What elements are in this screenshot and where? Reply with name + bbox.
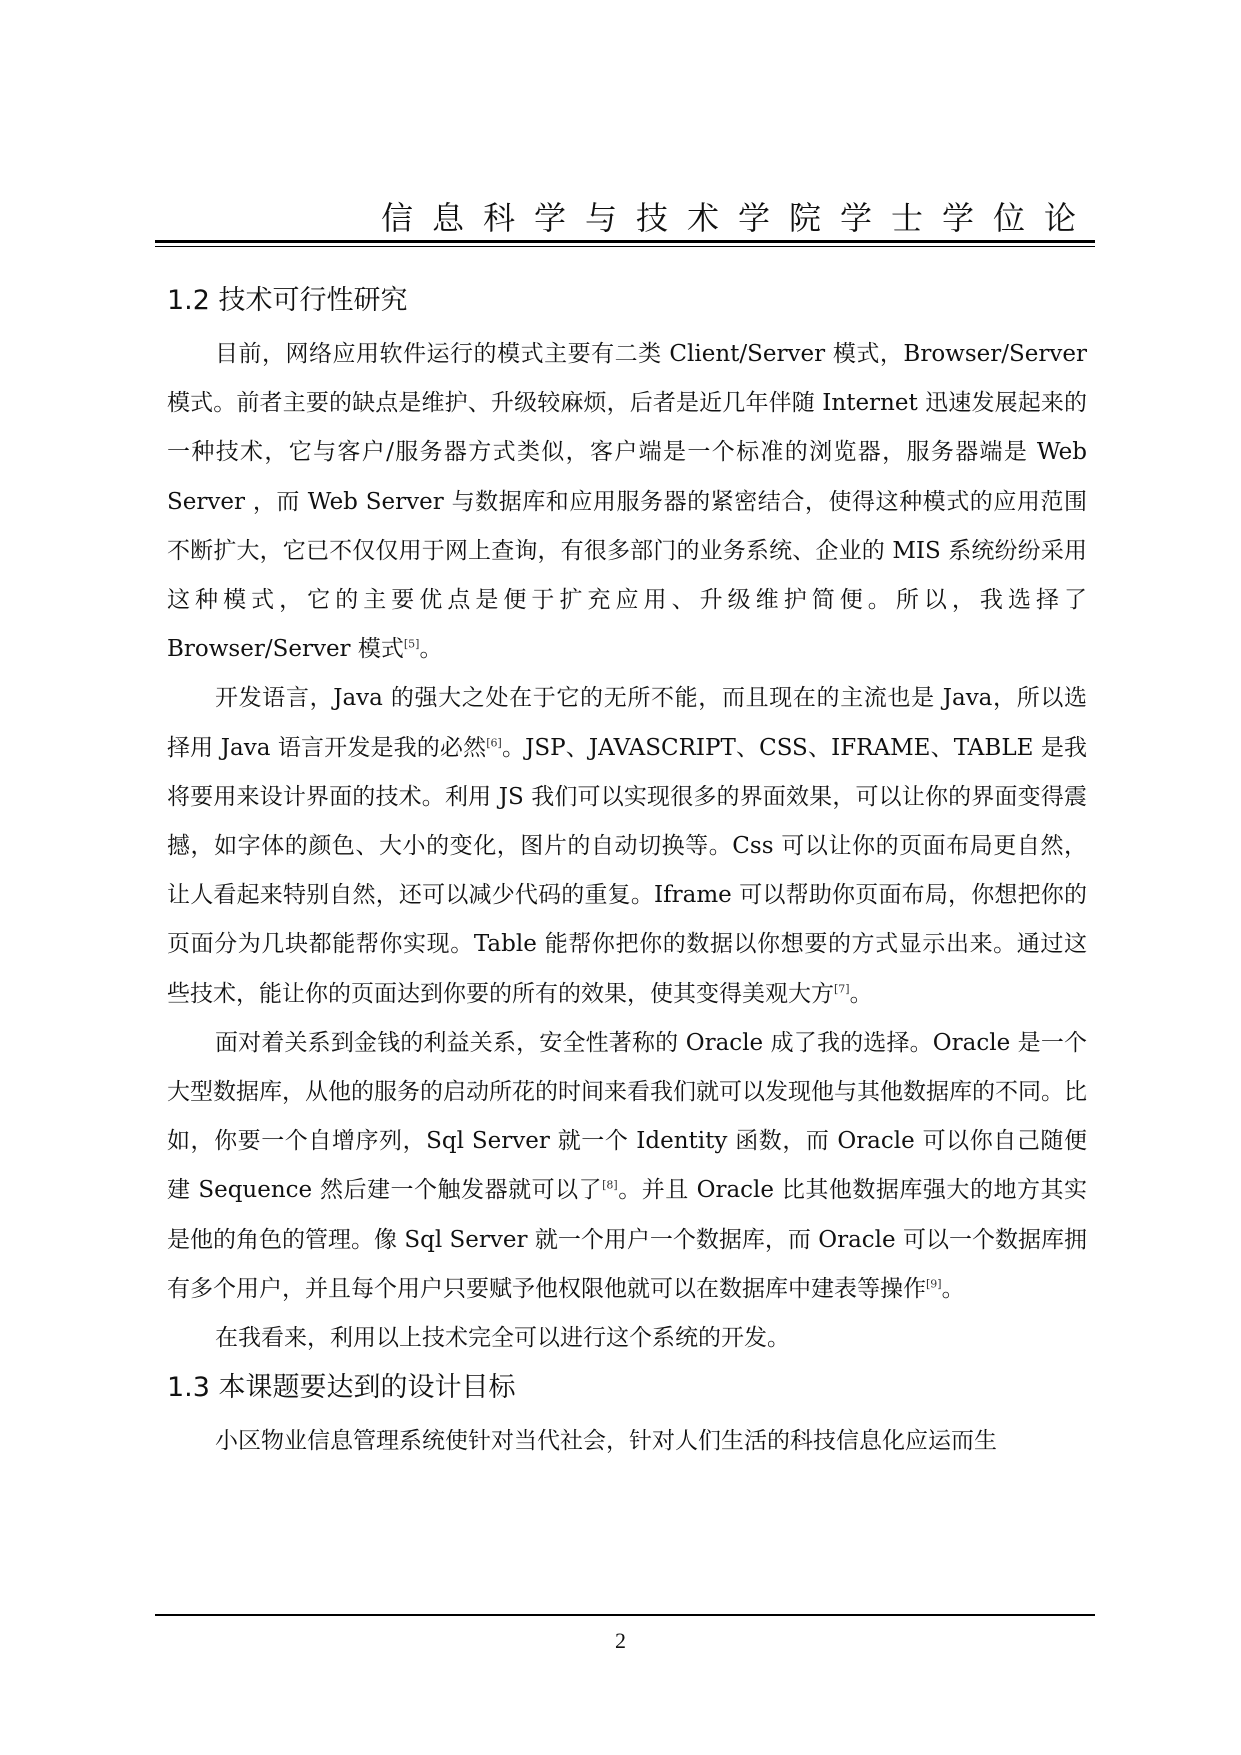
section-heading-1-3: 1.3 本课题要达到的设计目标 <box>167 1372 516 1404</box>
paragraph-end: 。 <box>941 1275 965 1302</box>
paragraph-text: 。JSP、JAVASCRIPT、CSS、IFRAME、TABLE 是我将要用来设计界面的技术。利用 JS 我们可以实现很多的界面效果，可以让你的界面变得震撼，如字体的颜色、大小的变化，图片的自动切换等。Css 可以让你的页面布局更自然，让人看起来特别自然，还可以减少代码的重复。Iframe 可以帮助你页面布局，你想把你的页面分为几块都能帮你实现。Table 能帮你把你的数据以你想要的方式显示出来。通过这些技术，能让你的页面达到你要的所有的效果，使其变得美观大方 <box>167 734 1087 1007</box>
paragraph-architecture <box>167 330 1087 674</box>
paragraph-end: 。 <box>849 980 873 1007</box>
page-number: 2 <box>615 1628 626 1653</box>
footer-rule <box>155 1614 1095 1616</box>
paragraph-conclusion <box>167 1314 1087 1363</box>
body-content <box>167 278 1087 1466</box>
paragraph-text: 小区物业信息管理系统使针对当代社会，针对人们生活的科技信息化应运而生 <box>215 1428 997 1455</box>
citation-8: [8] <box>602 1178 618 1192</box>
paragraph-database <box>167 1019 1087 1314</box>
running-header-title: 信息科学与技术学院学士学位论 <box>380 199 1095 237</box>
citation-7: [7] <box>834 981 850 995</box>
paragraph-language <box>167 674 1087 1018</box>
header-rule-thin <box>155 246 1095 247</box>
paragraph-text: 面对着关系到金钱的利益关系，安全性著称的 Oracle 成了我的选择。Oracle 是一个大型数据库，从他的服务的启动所花的时间来看我们就可以发现他与其他数据库的不同。比如，你要一个自增序列，Sql Server 就一个 Identity 函数，而 Oracle 可以你自己随便建 Sequence 然后建一个触发器就可以了 <box>167 1029 1087 1204</box>
citation-9: [9] <box>926 1277 942 1291</box>
section-heading-1-2: 1.2 技术可行性研究 <box>167 285 408 316</box>
paragraph-text: 目前，网络应用软件运行的模式主要有二类 Client/Server 模式，Browser/Server 模式。前者主要的缺点是维护、升级较麻烦，后者是近几年伴随 Internet 迅速发展起来的一种技术，它与客户/服务器方式类似，客户端是一个标准的浏览器，服务器端是 Web Server ，而 Web Server 与数据库和应用服务器的紧密结合，使得这种模式的应用范围不断扩大，它已不仅仅用于网上查询，有很多部门的业务系统、企业的 MIS 系统纷纷采用这种模式，它的主要优点是便于扩充应用、升级维护简便。所以，我选择了 Browser/Server 模式 <box>167 341 1087 663</box>
header-rule-thick <box>155 240 1095 243</box>
paragraph-text: 在我看来，利用以上技术完全可以进行这个系统的开发。 <box>215 1325 790 1352</box>
paragraph-text: 开发语言，Java 的强大之处在于它的无所不能，而且现在的主流也是 Java，所以选择用 Java 语言开发是我的必然 <box>167 685 1087 761</box>
paragraph-text: 。并且 Oracle 比其他数据库强大的地方其实是他的角色的管理。像 Sql Server 就一个用户一个数据库，而 Oracle 可以一个数据库拥有多个用户，并且每个用户只要赋予他权限他就可以在数据库中建表等操作 <box>167 1177 1087 1302</box>
paragraph-design-goal <box>167 1417 1087 1466</box>
paragraph-end: 。 <box>419 636 443 663</box>
citation-5: [5] <box>403 637 420 651</box>
citation-6: [6] <box>486 735 502 749</box>
